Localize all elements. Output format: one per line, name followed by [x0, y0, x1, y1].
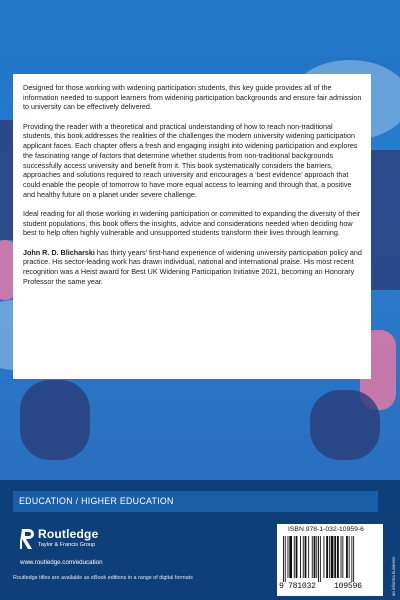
blurb-paragraph: Providing the reader with a theoretical and practical understanding of how to reach non-traditional students, this book addresses the realities of the challenges the modern university widening participation applicant faces. Each chapter offers a fresh and engaging insight into widening participation and explores the fascinating range of factors that determine whether students from non-traditional backgrounds successfully access university and benefit from it. This book systematically considers the barriers, approaches and solutions required to reach university and encourages a ‘best evidence’ approach that could enable the people of tomorrow to have more equal access to learning and through that, a positive and healthy future on a planet under severe challenge. — [23, 121, 358, 199]
publisher-logo — [38, 527, 98, 548]
decorative-figure — [310, 390, 380, 460]
isbn-label: ISBN 978-1-032-10959-6 — [288, 526, 364, 533]
barcode-digit-first: 9 — [279, 582, 284, 591]
ebook-note: Routledge titles are available as eBook editions in a range of digital formats — [13, 575, 193, 581]
publisher-credit: an informa business — [391, 556, 396, 596]
blurb-paragraph: Ideal reading for all those working in widening participation or committed to expanding the diversity of their student populations, this book offers the insights, advice and considerations needed when deciding how best to help often highly vulnerable and unsupported students transform their lives through learning. — [23, 208, 361, 238]
barcode-digits-right: 109596 — [334, 582, 362, 591]
publisher-url[interactable]: www.routledge.com/education — [20, 559, 103, 566]
decorative-figure — [20, 380, 90, 460]
barcode-digits-left: 781032 — [288, 582, 316, 591]
barcode — [277, 524, 383, 596]
blurb-paragraph: Designed for those working with widening participation students, this key guide provides all of the information needed to support learners from widening participation backgrounds and ensure fair admission to university can be effectively delivered. — [23, 83, 362, 112]
publisher-name: Routledge — [38, 527, 99, 541]
author-bio-text: has thirty years’ first-hand experience of widening university participation policy and practice. His sector-leading work has drawn individual, national and international praise. His most recent recognition was a Heist award for Best UK Widening Participation Initiative 2021, becoming an Honorary Professor the same year. — [23, 247, 362, 286]
subject-category: EDUCATION / HIGHER EDUCATION — [13, 491, 378, 512]
cover-top-band — [0, 0, 400, 58]
barcode-bars-icon — [281, 536, 379, 582]
publisher-group: Taylor & Francis Group — [38, 542, 96, 548]
author-name: John R. D. Blicharski — [23, 247, 95, 257]
back-cover-blurb — [13, 74, 371, 379]
routledge-logo-icon — [20, 528, 34, 550]
author-bio — [23, 248, 363, 287]
barcode-digits — [279, 582, 381, 591]
